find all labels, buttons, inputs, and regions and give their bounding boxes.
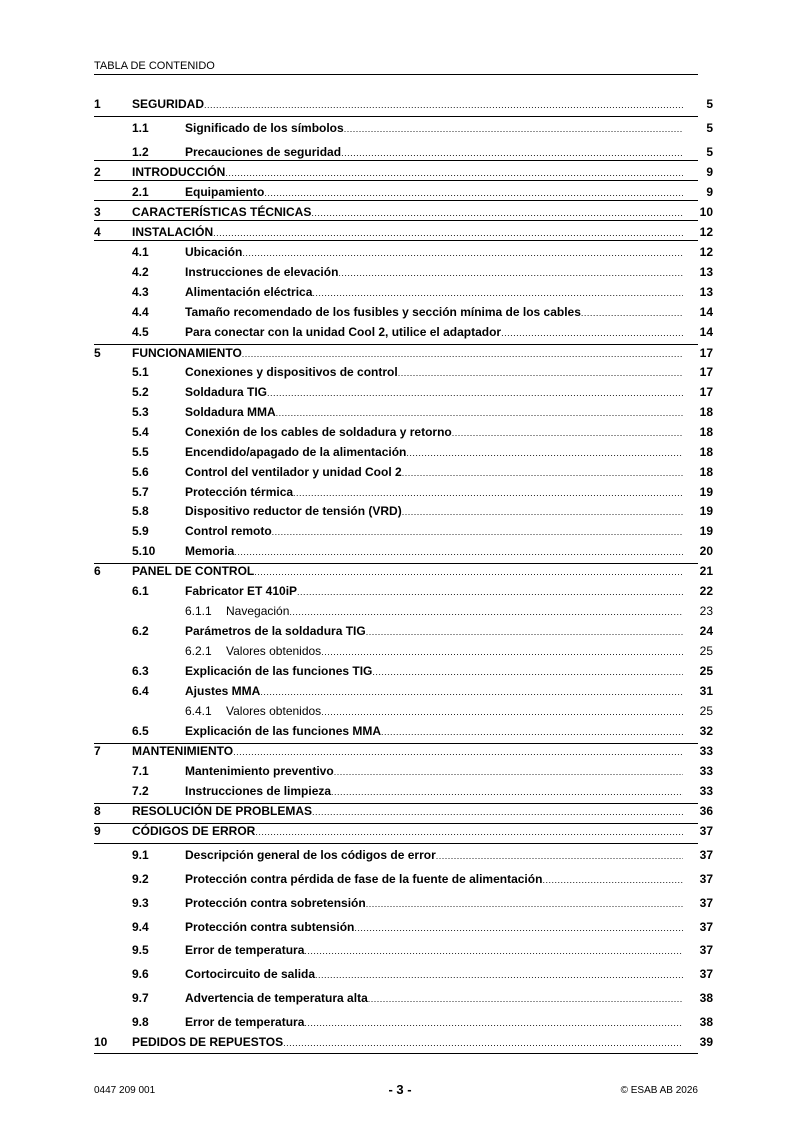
toc-entry-title: [185, 284, 683, 300]
toc-entry-number: 2: [94, 165, 101, 179]
toc-entry[interactable]: [94, 144, 712, 160]
toc-entry-title: [132, 803, 683, 819]
toc-entry[interactable]: [94, 264, 712, 280]
toc-entry-number: 1.2: [132, 145, 149, 159]
toc-entry-page: 25: [699, 704, 713, 718]
toc-entry-title-text: Para conectar con la unidad Cool 2, utilice el adaptador: [185, 325, 502, 339]
toc-entry-page: 17: [699, 346, 713, 360]
toc-entry-page: 23: [699, 604, 713, 618]
toc-entry[interactable]: [94, 663, 712, 679]
toc-entry-page: 18: [699, 425, 713, 439]
toc-entry[interactable]: [94, 503, 712, 519]
toc-entry-title: [185, 942, 683, 958]
dot-leader: [312, 804, 683, 819]
toc-entry[interactable]: [94, 871, 712, 887]
toc-entry-title: [185, 503, 683, 519]
toc-entry-number: 9.4: [132, 920, 149, 934]
toc-entry-title-text: INSTALACIÓN: [132, 225, 214, 239]
toc-entry-title-text: Ubicación: [185, 245, 243, 259]
dot-leader: [289, 604, 683, 619]
toc-entry-title-text: Valores obtenidos: [226, 644, 322, 658]
toc-entry[interactable]: [94, 384, 712, 400]
toc-entry-number: 4.5: [132, 325, 149, 339]
toc-entry-title: [185, 990, 683, 1006]
toc-entry-title: [185, 543, 683, 559]
dot-leader: [398, 365, 683, 380]
toc-entry[interactable]: [94, 623, 712, 639]
section-divider: [94, 344, 698, 345]
toc-entry-page: 37: [699, 896, 713, 910]
dot-leader: [234, 544, 683, 559]
toc-entry-page: 24: [699, 624, 713, 638]
dot-leader: [321, 704, 683, 719]
toc-entry[interactable]: [94, 464, 712, 480]
toc-entry-title: [132, 563, 683, 579]
toc-entry[interactable]: [94, 204, 712, 220]
toc-entry-title: [185, 783, 683, 799]
toc-entry-title-text: Protección contra subtensión: [185, 920, 355, 934]
toc-entry-page: 37: [699, 848, 713, 862]
toc-entry-number: 4.2: [132, 265, 149, 279]
toc-entry[interactable]: [94, 583, 712, 599]
toc-entry-number: 4.4: [132, 305, 149, 319]
toc-entry-page: 38: [699, 1015, 713, 1029]
dot-leader: [381, 724, 683, 739]
toc-entry-title: [132, 345, 683, 361]
dot-leader: [321, 644, 683, 659]
toc-entry[interactable]: [94, 543, 712, 559]
toc-entry-page: 13: [699, 265, 713, 279]
dot-leader: [452, 425, 683, 440]
toc-entry-title-text: Cortocircuito de salida: [185, 967, 316, 981]
toc-entry-title: [132, 743, 683, 759]
page-number: - 3 -: [388, 1082, 412, 1097]
toc-entry-number: 9.5: [132, 943, 149, 957]
toc-entry-title-text: Soldadura TIG: [185, 385, 268, 399]
toc-entry-title: [226, 703, 683, 719]
toc-entry-page: 36: [699, 804, 713, 818]
toc-entry-page: 9: [706, 165, 713, 179]
toc-entry-number: 6: [94, 564, 101, 578]
toc-entry[interactable]: [94, 942, 712, 958]
dot-leader: [402, 465, 683, 480]
toc-entry[interactable]: [94, 424, 712, 440]
toc-entry-title: [132, 164, 683, 180]
dot-leader: [581, 305, 683, 320]
toc-entry-title-text: Instrucciones de elevación: [185, 265, 339, 279]
dot-leader: [267, 385, 683, 400]
toc-entry[interactable]: [94, 120, 712, 136]
toc-entry[interactable]: [94, 823, 712, 839]
document-number: 0447 209 001: [94, 1085, 156, 1096]
dot-leader: [213, 225, 683, 240]
toc-entry-title: [185, 871, 683, 887]
toc-entry-title-text: FUNCIONAMIENTO: [132, 346, 242, 360]
toc-entry-title: [132, 96, 683, 112]
toc-entry-number: 7.2: [132, 784, 149, 798]
toc-entry-page: 38: [699, 991, 713, 1005]
toc-entry-page: 32: [699, 724, 713, 738]
toc-entry-page: 5: [706, 145, 713, 159]
toc-entry[interactable]: [94, 847, 712, 863]
toc-entry-page: 17: [699, 385, 713, 399]
dot-leader: [315, 967, 683, 982]
dot-leader: [233, 744, 683, 759]
toc-entry-number: 6.4.1: [185, 704, 212, 718]
toc-entry-title-text: Control del ventilador y unidad Cool 2: [185, 465, 402, 479]
toc-entry-title-text: Ajustes MMA: [185, 684, 261, 698]
toc-entry-title-text: Control remoto: [185, 524, 272, 538]
toc-entry-title: [132, 823, 683, 839]
dot-leader: [331, 784, 683, 799]
toc-entry-number: 4: [94, 225, 101, 239]
toc-entry-title-text: Explicación de las funciones TIG: [185, 664, 373, 678]
toc-entry-title-text: Advertencia de temperatura alta: [185, 991, 368, 1005]
toc-entry-title-text: Tamaño recomendado de los fusibles y sección mínima de los cables: [185, 305, 581, 319]
dot-leader: [242, 346, 683, 361]
toc-entry-page: 19: [699, 524, 713, 538]
toc-entry-page: 10: [699, 205, 713, 219]
dot-leader: [311, 205, 683, 220]
section-divider: [94, 220, 698, 221]
toc-entry-title-text: SEGURIDAD: [132, 97, 205, 111]
toc-entry-title: [185, 364, 683, 380]
section-divider: [94, 1053, 698, 1054]
toc-entry-number: 9.3: [132, 896, 149, 910]
dot-leader: [264, 185, 683, 200]
toc-entry-number: 5.2: [132, 385, 149, 399]
dot-leader: [260, 684, 683, 699]
toc-entry-page: 33: [699, 784, 713, 798]
toc-entry-page: 37: [699, 872, 713, 886]
toc-entry-number: 5.6: [132, 465, 149, 479]
toc-entry-number: 6.1.1: [185, 604, 212, 618]
dot-leader: [406, 445, 683, 460]
section-divider: [94, 240, 698, 241]
toc-entry-page: 21: [699, 564, 713, 578]
dot-leader: [204, 97, 683, 112]
toc-entry-page: 5: [706, 97, 713, 111]
toc-entry[interactable]: [94, 1014, 712, 1030]
toc-entry-number: 6.2.1: [185, 644, 212, 658]
toc-entry-page: 37: [699, 943, 713, 957]
toc-entry[interactable]: [94, 164, 712, 180]
dot-leader: [354, 920, 683, 935]
toc-entry-number: 9.2: [132, 872, 149, 886]
dot-leader: [254, 564, 683, 579]
toc-entry-page: 33: [699, 764, 713, 778]
toc-entry[interactable]: [94, 919, 712, 935]
toc-entry-title: [132, 1034, 683, 1050]
toc-entry-page: 22: [699, 584, 713, 598]
toc-entry[interactable]: [94, 304, 712, 320]
toc-entry-title: [185, 583, 683, 599]
toc-entry-title: [185, 847, 683, 863]
toc-entry-title-text: Protección contra pérdida de fase de la fuente de alimentación: [185, 872, 543, 886]
dot-leader: [501, 325, 683, 340]
toc-entry-number: 1: [94, 97, 101, 111]
toc-entry[interactable]: [94, 184, 712, 200]
section-divider: [94, 180, 698, 181]
toc-entry-number: 9.1: [132, 848, 149, 862]
dot-leader: [293, 485, 683, 500]
toc-entry-title: [185, 120, 683, 136]
toc-entry-title-text: Equipamiento: [185, 185, 265, 199]
toc-entry[interactable]: [94, 895, 712, 911]
toc-entry[interactable]: [94, 404, 712, 420]
toc-entry-title-text: RESOLUCIÓN DE PROBLEMAS: [132, 804, 313, 818]
toc-entry-page: 37: [699, 967, 713, 981]
toc-entry-number: 7.1: [132, 764, 149, 778]
toc-entry-number: 9.6: [132, 967, 149, 981]
toc-entry-title: [185, 623, 683, 639]
toc-entry-page: 14: [699, 305, 713, 319]
toc-entry-title: [185, 723, 683, 739]
dot-leader: [338, 265, 683, 280]
dot-leader: [304, 943, 683, 958]
toc-entry-title-text: Memoria: [185, 544, 235, 558]
copyright: © ESAB AB 2026: [620, 1085, 698, 1096]
toc-entry-title: [185, 444, 683, 460]
toc-entry-title: [185, 304, 683, 320]
toc-entry-title-text: Conexiones y dispositivos de control: [185, 365, 398, 379]
toc-entry-page: 17: [699, 365, 713, 379]
toc-entry-title-text: Fabricator ET 410iP: [185, 584, 298, 598]
toc-entry-page: 37: [699, 824, 713, 838]
toc-entry-page: 18: [699, 445, 713, 459]
toc-entry-title: [185, 324, 683, 340]
toc-entry-title: [185, 523, 683, 539]
toc-entry-number: 5.8: [132, 504, 149, 518]
toc-entry-title-text: Significado de los símbolos: [185, 121, 344, 135]
toc-entry-title: [185, 384, 683, 400]
toc-entry-title: [185, 464, 683, 480]
dot-leader: [297, 584, 683, 599]
toc-entry-page: 25: [699, 644, 713, 658]
section-divider: [94, 803, 698, 804]
toc-entry-title-text: Instrucciones de limpieza: [185, 784, 332, 798]
toc-entry-page: 39: [699, 1035, 713, 1049]
toc-entry-title-text: PANEL DE CONTROL: [132, 564, 255, 578]
toc-entry-page: 12: [699, 245, 713, 259]
dot-leader: [334, 764, 683, 779]
toc-entry-title: [185, 966, 683, 982]
dot-leader: [402, 504, 683, 519]
toc-entry-number: 2.1: [132, 185, 149, 199]
toc-entry-title: [185, 184, 683, 200]
toc-entry-number: 1.1: [132, 121, 149, 135]
toc-entry-title-text: Error de temperatura: [185, 943, 305, 957]
toc-entry-title: [185, 244, 683, 260]
toc-entry[interactable]: [94, 284, 712, 300]
toc-entry[interactable]: [94, 723, 712, 739]
toc-entry-number: 10: [94, 1035, 108, 1049]
toc-entry-title-text: Descripción general de los códigos de error: [185, 848, 436, 862]
toc-entry-title-text: Protección contra sobretensión: [185, 896, 366, 910]
toc-header: TABLA DE CONTENIDO: [94, 60, 698, 75]
toc-entry-number: 6.4: [132, 684, 149, 698]
toc-entry[interactable]: [94, 1034, 712, 1050]
toc-entry[interactable]: [94, 643, 712, 659]
toc-entry-number: 5.9: [132, 524, 149, 538]
toc-entry-title: [185, 683, 683, 699]
toc-entry-title-text: Encendido/apagado de la alimentación: [185, 445, 407, 459]
dot-leader: [225, 165, 683, 180]
section-divider: [94, 843, 698, 844]
dot-leader: [341, 145, 683, 160]
toc-entry-title-text: Mantenimiento preventivo: [185, 764, 334, 778]
toc-entry-number: 5.1: [132, 365, 149, 379]
toc-entry-title: [185, 1014, 683, 1030]
toc-entry-title-text: Precauciones de seguridad: [185, 145, 342, 159]
toc-entry-number: 5.5: [132, 445, 149, 459]
dot-leader: [542, 872, 683, 887]
toc-entry-title-text: Error de temperatura: [185, 1015, 305, 1029]
toc-entry-page: 12: [699, 225, 713, 239]
toc-entry-number: 4.3: [132, 285, 149, 299]
toc-entry-number: 6.5: [132, 724, 149, 738]
toc-entry-number: 9.8: [132, 1015, 149, 1029]
section-divider: [94, 563, 698, 564]
toc-entry-title: [185, 895, 683, 911]
toc-entry-number: 9.7: [132, 991, 149, 1005]
toc-entry-number: 7: [94, 744, 101, 758]
toc-entry[interactable]: [94, 743, 712, 759]
toc-entry-title: [185, 663, 683, 679]
dot-leader: [372, 664, 683, 679]
toc-entry-page: 33: [699, 744, 713, 758]
toc-entry[interactable]: [94, 96, 712, 112]
toc-entry-page: 19: [699, 504, 713, 518]
toc-entry-title-text: Valores obtenidos: [226, 704, 322, 718]
toc-entry-number: 5.10: [132, 544, 156, 558]
toc-entry-title: [132, 224, 683, 240]
toc-entry-page: 9: [706, 185, 713, 199]
toc-entry[interactable]: [94, 324, 712, 340]
toc-entry-page: 31: [699, 684, 713, 698]
toc-entry-title: [226, 643, 683, 659]
toc-entry[interactable]: [94, 803, 712, 819]
toc-entry-number: 5.3: [132, 405, 149, 419]
toc-entry-title-text: CÓDIGOS DE ERROR: [132, 824, 256, 838]
dot-leader: [242, 245, 683, 260]
toc-entry-number: 5: [94, 346, 101, 360]
toc-entry-page: 25: [699, 664, 713, 678]
toc-entry-title-text: Dispositivo reductor de tensión (VRD): [185, 504, 402, 518]
toc-entry-page: 37: [699, 920, 713, 934]
toc-entry-title: [185, 763, 683, 779]
section-divider: [94, 823, 698, 824]
toc-entry-number: 9: [94, 824, 101, 838]
toc-entry-title-text: Parámetros de la soldadura TIG: [185, 624, 366, 638]
toc-entry[interactable]: [94, 783, 712, 799]
toc-entry-page: 5: [706, 121, 713, 135]
toc-entry-page: 20: [699, 544, 713, 558]
toc-entry-title-text: Alimentación eléctrica: [185, 285, 313, 299]
toc-entry[interactable]: [94, 763, 712, 779]
toc-entry-title: [185, 264, 683, 280]
toc-entry[interactable]: [94, 345, 712, 361]
toc-entry-title-text: CARACTERÍSTICAS TÉCNICAS: [132, 205, 312, 219]
toc-entry-title: [185, 424, 683, 440]
dot-leader: [272, 524, 683, 539]
dot-leader: [366, 896, 683, 911]
toc-entry-title: [185, 144, 683, 160]
toc-entry[interactable]: [94, 523, 712, 539]
section-divider: [94, 160, 698, 161]
toc-entry-number: 8: [94, 804, 101, 818]
toc-entry-title-text: Protección térmica: [185, 485, 294, 499]
toc-entry-title: [132, 204, 683, 220]
toc-entry-title-text: Conexión de los cables de soldadura y retorno: [185, 425, 452, 439]
dot-leader: [283, 1035, 683, 1050]
toc-entry[interactable]: [94, 703, 712, 719]
toc-entry-title-text: INTRODUCCIÓN: [132, 165, 226, 179]
section-divider: [94, 743, 698, 744]
dot-leader: [366, 624, 683, 639]
toc-entry-page: 14: [699, 325, 713, 339]
toc-entry-number: 5.7: [132, 485, 149, 499]
dot-leader: [344, 121, 683, 136]
toc-entry-number: 6.3: [132, 664, 149, 678]
toc-entry-title-text: PEDIDOS DE REPUESTOS: [132, 1035, 284, 1049]
toc-entry-title-text: Explicación de las funciones MMA: [185, 724, 382, 738]
dot-leader: [304, 1015, 683, 1030]
toc-entry-title-text: Soldadura MMA: [185, 405, 276, 419]
toc-entry-page: 18: [699, 465, 713, 479]
toc-entry-page: 13: [699, 285, 713, 299]
toc-entry[interactable]: [94, 966, 712, 982]
toc-entry-number: 5.4: [132, 425, 149, 439]
section-divider: [94, 200, 698, 201]
toc-entry[interactable]: [94, 563, 712, 579]
toc-entry-number: 4.1: [132, 245, 149, 259]
toc-entry-title-text: MANTENIMIENTO: [132, 744, 234, 758]
toc-entry[interactable]: [94, 444, 712, 460]
toc-entry[interactable]: [94, 224, 712, 240]
dot-leader: [312, 285, 683, 300]
toc-entry[interactable]: [94, 484, 712, 500]
toc-entry-page: 19: [699, 485, 713, 499]
toc-entry-title-text: Navegación: [226, 604, 290, 618]
dot-leader: [368, 991, 683, 1006]
dot-leader: [436, 848, 683, 863]
section-divider: [94, 116, 698, 117]
toc-entry-title: [185, 404, 683, 420]
toc-entry[interactable]: [94, 244, 712, 260]
toc-entry[interactable]: [94, 364, 712, 380]
toc-entry-page: 18: [699, 405, 713, 419]
toc-entry-number: 6.2: [132, 624, 149, 638]
dot-leader: [276, 405, 683, 420]
toc-entry-title: [185, 919, 683, 935]
dot-leader: [255, 824, 683, 839]
toc-entry-number: 3: [94, 205, 101, 219]
toc-entry-title: [185, 484, 683, 500]
toc-entry-title: [226, 603, 683, 619]
toc-entry[interactable]: [94, 603, 712, 619]
toc-entry-number: 6.1: [132, 584, 149, 598]
toc-entry[interactable]: [94, 990, 712, 1006]
toc-entry[interactable]: [94, 683, 712, 699]
